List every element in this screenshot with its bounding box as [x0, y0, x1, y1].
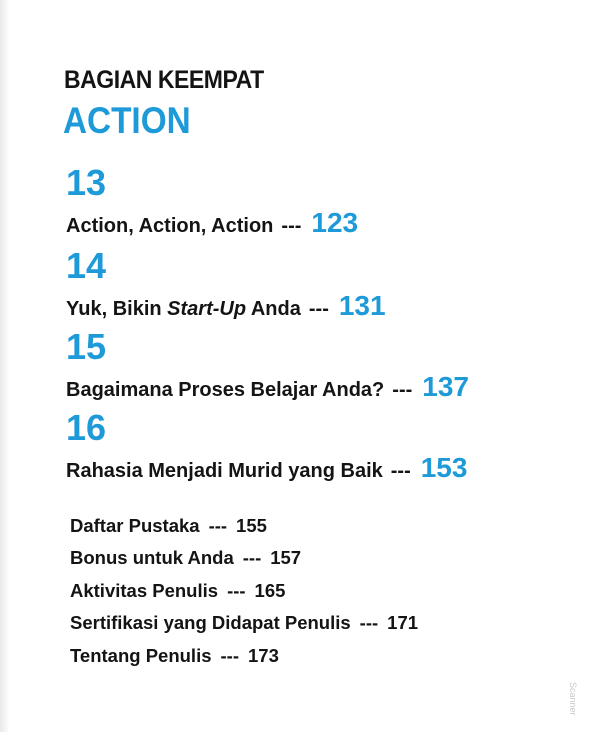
- back-matter-separator: ---: [227, 579, 246, 601]
- back-matter-separator: ---: [242, 547, 262, 569]
- chapter-title: Bagaimana Proses Belajar Anda?: [66, 379, 385, 401]
- back-matter-page: 173: [248, 644, 279, 666]
- chapter-entry-15: [66, 327, 469, 407]
- back-matter-list: [70, 510, 418, 672]
- back-matter-title: Sertifikasi yang Didapat Penulis: [70, 612, 351, 634]
- chapter-title-italic: Start-Up: [167, 298, 247, 320]
- chapter-line: [66, 451, 467, 488]
- back-matter-separator: ---: [208, 515, 228, 536]
- back-matter-page: 157: [270, 547, 302, 569]
- chapter-entry-14: [66, 246, 386, 326]
- chapter-line: [66, 370, 469, 407]
- chapter-number: 14: [66, 245, 107, 286]
- chapter-page-number: 153: [420, 452, 468, 483]
- back-matter-item: [70, 607, 418, 639]
- chapter-page-number: 123: [311, 207, 359, 238]
- back-matter-page: 155: [236, 515, 267, 536]
- chapter-line: [66, 289, 386, 326]
- chapter-line: [66, 206, 358, 243]
- chapter-title-suffix: Anda: [246, 298, 301, 320]
- back-matter-item: [70, 575, 418, 607]
- chapter-number: 15: [66, 326, 107, 367]
- back-matter-separator: ---: [359, 612, 379, 634]
- chapter-entry-16: [66, 408, 467, 488]
- back-matter-title: Tentang Penulis: [70, 644, 212, 666]
- chapter-separator: ---: [281, 215, 302, 237]
- back-matter-title: Aktivitas Penulis: [70, 579, 219, 601]
- chapter-separator: ---: [308, 298, 329, 320]
- chapter-title-prefix: Yuk, Bikin: [66, 298, 168, 320]
- chapter-page-number: 131: [338, 290, 386, 321]
- back-matter-item: [70, 542, 418, 574]
- chapter-title: Rahasia Menjadi Murid yang Baik: [66, 460, 383, 482]
- page-edge-shadow: [0, 0, 10, 732]
- scanner-watermark: Scanner: [568, 682, 578, 716]
- back-matter-page: 171: [387, 612, 419, 634]
- back-matter-item: [70, 640, 418, 672]
- chapter-entry-13: [66, 163, 358, 243]
- back-matter-item: [70, 510, 418, 542]
- chapter-title: Action, Action, Action: [66, 215, 274, 237]
- chapter-number: 13: [66, 162, 107, 203]
- back-matter-title: Bonus untuk Anda: [70, 547, 234, 569]
- back-matter-separator: ---: [220, 644, 239, 666]
- chapter-page-number: 137: [422, 371, 469, 402]
- part-title: ACTION: [63, 100, 191, 141]
- chapter-separator: ---: [392, 379, 413, 401]
- back-matter-title: Daftar Pustaka: [70, 515, 200, 536]
- back-matter-page: 165: [254, 579, 286, 601]
- chapter-number: 16: [66, 407, 107, 448]
- part-label: BAGIAN KEEMPAT: [64, 66, 264, 94]
- chapter-separator: ---: [390, 460, 411, 482]
